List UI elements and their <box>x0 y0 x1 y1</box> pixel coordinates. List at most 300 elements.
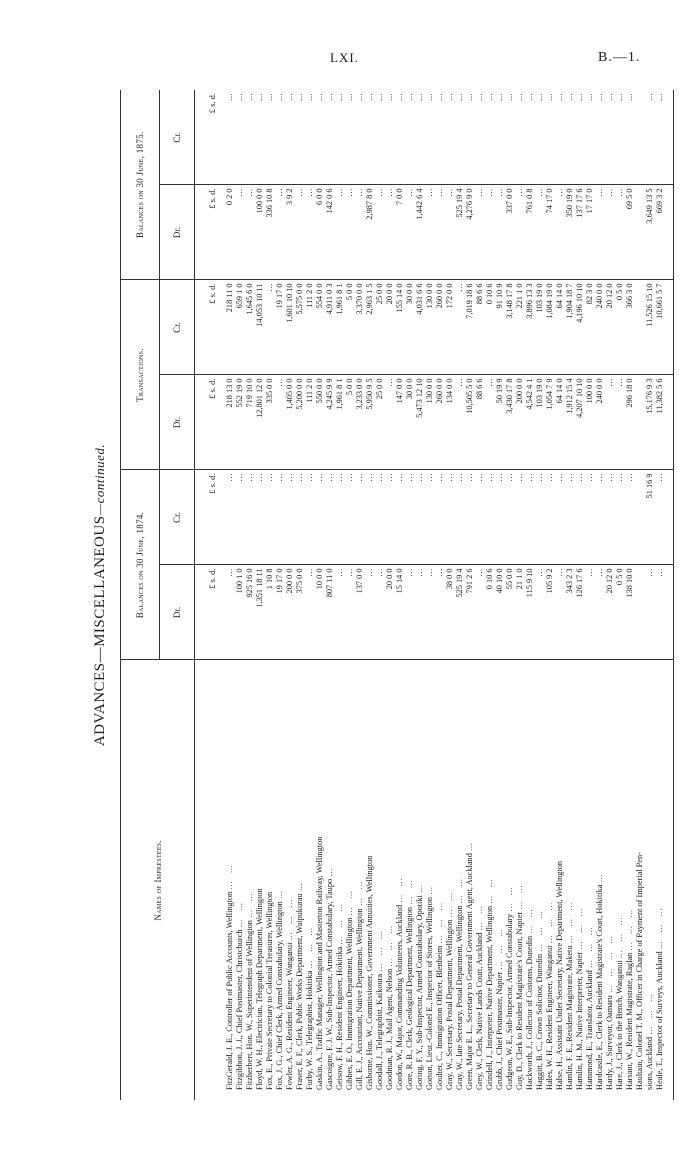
amount-cell-b75cr: … <box>225 90 235 185</box>
amount-cell-tdr: … <box>605 375 615 470</box>
imprestee-name-cell <box>635 660 645 1100</box>
units-label: £ s. d. <box>195 280 218 375</box>
table-row <box>525 90 535 1100</box>
amount-cell-tdr: 240 0 0 <box>595 375 605 470</box>
amount-cell-tdr: … <box>615 375 625 470</box>
table-row <box>635 90 645 1100</box>
amount-cell-tcr: 4,911 0 3 <box>325 280 335 375</box>
amount-cell-tcr: 240 0 0 <box>595 280 605 375</box>
amount-cell-b75dr: 669 3 2 <box>655 185 665 280</box>
imprestee-name-cell <box>625 660 635 1100</box>
amount-cell-b74cr: … <box>225 470 235 565</box>
imprestee-name-cell <box>435 660 445 1100</box>
amount-cell-b74cr: … <box>585 470 595 565</box>
imprestee-name: Gisborne, Hon. W., Commissioner, Government Annuities, Wellington <box>365 855 374 1090</box>
amount-cell-b75dr: … <box>235 185 245 280</box>
imprestee-name-cell <box>225 660 235 1100</box>
imprestee-name-cell <box>325 660 335 1100</box>
amount-cell-b75dr: 336 10 8 <box>265 185 275 280</box>
amount-cell-b75dr: 142 0 6 <box>325 185 335 280</box>
imprestee-name: Hammond, E., Translator, Auckland <box>585 970 594 1090</box>
amount-cell-b75cr: … <box>325 90 335 185</box>
amount-cell-b74dr: … <box>645 565 655 660</box>
imprestee-name-cell <box>505 660 515 1100</box>
imprestee-name-cell <box>355 660 365 1100</box>
leader-dots: … … <box>525 906 534 934</box>
amount-cell-b74dr: 21 1 0 <box>515 565 525 660</box>
amount-cell-b74cr: … <box>265 470 275 565</box>
amount-cell-b75cr: … <box>425 90 435 185</box>
amount-cell-b75dr: … <box>615 185 625 280</box>
amount-cell-tdr: 552 19 0 <box>235 375 245 470</box>
amount-cell-b75dr <box>635 185 645 280</box>
units-spacer <box>195 660 218 1100</box>
amount-cell-b75dr: 3 9 2 <box>285 185 295 280</box>
amount-cell-b75cr: … <box>235 90 245 185</box>
amount-cell-b74dr: 38 0 0 <box>445 565 455 660</box>
amount-cell-b75cr: … <box>565 90 575 185</box>
title-main: ADVANCES—MISCELLANEOUS <box>92 515 108 747</box>
amount-cell-b74cr: … <box>395 470 405 565</box>
amount-cell-b75cr: … <box>405 90 415 185</box>
amount-cell-b75dr: 1,442 6 4 <box>415 185 425 280</box>
amount-cell-tcr: 1,961 8 1 <box>335 280 345 375</box>
imprestee-name: Fraser, E. F., Clerk, Public Works Department, Waipukurau <box>295 893 304 1090</box>
imprestee-name-cell <box>495 660 505 1100</box>
amount-cell-tcr: 155 14 0 <box>395 280 405 375</box>
table-row <box>305 90 315 1100</box>
imprestee-name-cell <box>365 660 375 1100</box>
amount-cell-tcr: 20 0 0 <box>385 280 395 375</box>
table-row <box>295 90 305 1100</box>
amount-cell-b75cr: … <box>345 90 355 185</box>
amount-cell-tcr: 20 12 0 <box>605 280 615 375</box>
amount-cell-b75cr: … <box>595 90 605 185</box>
table-row <box>355 90 365 1100</box>
amount-cell-b75cr: … <box>315 90 325 185</box>
header-cr: Cr. <box>160 90 195 185</box>
document-reference: B.—1. <box>598 50 641 65</box>
amount-cell-tdr: 218 13 0 <box>225 375 235 470</box>
amount-cell-b75dr: … <box>555 185 565 280</box>
leader-dots: … … <box>455 875 464 904</box>
imprestee-name-cell <box>445 660 455 1100</box>
amount-cell-tdr: 335 0 0 <box>265 375 275 470</box>
amount-cell-b75dr: … <box>435 185 445 280</box>
table-row <box>265 90 275 1100</box>
amount-cell-tdr: 4,245 9 9 <box>325 375 335 470</box>
amount-cell-tcr: 103 19 0 <box>535 280 545 375</box>
header-balances-1875: Balances on 30 June, 1875. <box>121 90 160 280</box>
amount-cell-b74dr: … <box>345 565 355 660</box>
imprestee-name-cell <box>375 660 385 1100</box>
amount-cell-tdr: … <box>385 375 395 470</box>
amount-cell-tdr: 1,405 0 0 <box>285 375 295 470</box>
amount-cell-b74dr: … <box>585 565 595 660</box>
imprestee-name: Gaskin, A., Traffic Manager, Wellington and Masterton Railway, Wellington <box>315 836 324 1090</box>
amount-cell-b75dr: … <box>305 185 315 280</box>
imprestee-name: Goulter, C., Immigration Officer, Blenheim <box>435 945 444 1090</box>
amount-cell-b75cr: … <box>295 90 305 185</box>
imprestee-name: Goring, F. Y., Sub-Inspector, Armed Constabulary, Opotiki <box>415 895 424 1090</box>
amount-cell-b75dr: 337 0 0 <box>505 185 515 280</box>
table-row <box>335 90 345 1100</box>
imprestee-name: Fox, E., Private Secretary to Colonial Treasurer, Wellington <box>265 891 274 1090</box>
amount-cell-b74cr: … <box>385 470 395 565</box>
leader-dots: … … … <box>335 900 344 945</box>
header-cr: Cr. <box>160 280 195 375</box>
amount-cell-b75cr: … <box>265 90 275 185</box>
amount-cell-tdr: 25 0 0 <box>375 375 385 470</box>
amount-cell-tcr: 82 3 0 <box>585 280 595 375</box>
amount-cell-b75dr: … <box>245 185 255 280</box>
amount-cell-b75cr: … <box>255 90 265 185</box>
imprestee-name: Hamlin, H. M., Native Interpreter, Napier <box>575 951 584 1090</box>
leader-dots: … … … <box>385 922 394 967</box>
imprestee-name: Gorton, Lieut.-Colonel E., Inspector of Stores, Wellington <box>425 897 434 1090</box>
amount-cell-b74dr: … <box>655 565 665 660</box>
amount-cell-b75cr: … <box>625 90 635 185</box>
amount-cell-tcr: 11,526 15 10 <box>645 280 655 375</box>
table-row <box>655 90 665 1100</box>
units-label: £ s. d. <box>195 185 218 280</box>
amount-cell-b75dr: … <box>375 185 385 280</box>
amount-cell-b74cr: … <box>625 470 635 565</box>
imprestee-name-cell <box>645 660 655 1100</box>
amount-cell-tcr: 88 6 6 <box>475 280 485 375</box>
imprestee-name: Harsant, W., Resident Magistrate, Raglan <box>625 952 634 1090</box>
amount-cell-b75cr <box>635 90 645 185</box>
amount-cell-b74cr: … <box>505 470 515 565</box>
amount-cell-tdr: 550 0 0 <box>315 375 325 470</box>
amount-cell-tcr: … <box>265 280 275 375</box>
table-row <box>505 90 515 1100</box>
imprestee-name: Haultain, Colonel T. M., Officer in Charge of Payment of Imperial Pen- <box>635 852 644 1090</box>
amount-cell-tcr: 7,019 18 6 <box>465 280 475 375</box>
amount-cell-b75cr: … <box>535 90 545 185</box>
amount-cell-tcr: 5 0 0 <box>345 280 355 375</box>
amount-cell-b74dr: 1 10 8 <box>265 565 275 660</box>
rotated-ledger <box>80 90 680 1100</box>
amount-cell-b74dr: 200 0 0 <box>285 565 295 660</box>
imprestee-name: Hales, W. H., Resident Engineer, Wanganui <box>545 945 554 1090</box>
amount-cell-tdr: … <box>455 375 465 470</box>
imprestee-name: Hardcastle, E., Clerk to Resident Magistrate's Court, Hokitika <box>595 884 604 1090</box>
amount-cell-tcr: 130 0 0 <box>425 280 435 375</box>
units-label: £ s. d. <box>195 375 218 470</box>
amount-cell-b74dr: 138 10 0 <box>625 565 635 660</box>
amount-cell-b74cr: … <box>615 470 625 565</box>
imprestee-name: Hare, J., Clerk to the Bench, Wanganui <box>615 960 624 1090</box>
units-label: £ s. d. <box>195 90 218 185</box>
amount-cell-b75dr: … <box>355 185 365 280</box>
imprestee-name-cell <box>485 660 495 1100</box>
imprestee-name-cell <box>295 660 305 1100</box>
imprestee-name: Haggitt, B. C., Crown Solicitor, Dunedin <box>535 953 544 1090</box>
table-body <box>225 90 665 1100</box>
table-row <box>495 90 505 1100</box>
amount-cell-tdr: 103 19 0 <box>535 375 545 470</box>
amount-cell-b74dr: … <box>405 565 415 660</box>
amount-cell-b74dr: 115 9 10 <box>525 565 535 660</box>
amount-cell-tdr: 3,233 0 0 <box>355 375 365 470</box>
amount-cell-b74cr: … <box>245 470 255 565</box>
table-row <box>565 90 575 1100</box>
header-names: Names of Imprestees. <box>121 660 195 1100</box>
amount-cell-b74cr: … <box>485 470 495 565</box>
imprestee-name-cell <box>245 660 255 1100</box>
amount-cell-b74dr: 1,351 18 11 <box>255 565 265 660</box>
table-row <box>475 90 485 1100</box>
amount-cell-tcr: 1,084 19 0 <box>545 280 555 375</box>
leader-dots: … … … <box>435 899 444 944</box>
amount-cell-tdr: 64 14 0 <box>555 375 565 470</box>
table-row <box>285 90 295 1100</box>
amount-cell-tcr: 5,575 0 0 <box>295 280 305 375</box>
table-row <box>625 90 635 1100</box>
leader-dots: … … … <box>565 899 574 944</box>
leader-dots: … <box>275 887 284 900</box>
leader-dots: … … … <box>305 924 314 969</box>
amount-cell-b75cr: … <box>575 90 585 185</box>
amount-cell-b75cr: … <box>245 90 255 185</box>
header-dr: Dr. <box>160 565 195 660</box>
amount-cell-tcr: 1,645 6 0 <box>245 280 255 375</box>
amount-cell-tdr: 5,200 0 0 <box>295 375 305 470</box>
amount-cell-b75dr: … <box>425 185 435 280</box>
imprestee-name: Gibbes, E. O., Immigration Department, Wellington <box>345 917 354 1090</box>
amount-cell-b75cr: … <box>655 90 665 185</box>
imprestee-name-cell <box>455 660 465 1100</box>
amount-cell-tdr: 15,176 9 3 <box>645 375 655 470</box>
imprestee-name-cell <box>275 660 285 1100</box>
table-row <box>445 90 455 1100</box>
amount-cell-b74dr: … <box>425 565 435 660</box>
leader-dots: … … <box>225 861 234 890</box>
page-title <box>80 90 120 1100</box>
imprestee-name-cell <box>405 660 415 1100</box>
amount-cell-b74dr: 0 5 0 <box>615 565 625 660</box>
amount-cell-tdr: … <box>485 375 495 470</box>
table-row <box>255 90 265 1100</box>
amount-cell-b74cr: … <box>575 470 585 565</box>
amount-cell-b75cr: … <box>435 90 445 185</box>
header-transactions: Transactions. <box>121 280 160 470</box>
imprestee-name-cell <box>525 660 535 1100</box>
amount-cell-b74cr: … <box>425 470 435 565</box>
amount-cell-b74dr: … <box>595 565 605 660</box>
amount-cell-b74cr: … <box>555 470 565 565</box>
imprestee-name: Geisow, F. H., Resident Engineer, Hokitika <box>335 946 344 1090</box>
amount-cell-b75dr: 17 17 0 <box>585 185 595 280</box>
leader-dots: … … … <box>615 914 624 959</box>
amount-cell-b74dr: 807 11 0 <box>325 565 335 660</box>
table-row <box>545 90 555 1100</box>
imprestee-name: Gudgeon, W. E., Sub-Inspector, Armed Constabulary <box>505 913 514 1090</box>
amount-cell-b75cr: … <box>555 90 565 185</box>
amount-cell-b74dr: … <box>415 565 425 660</box>
amount-cell-tcr: 659 1 0 <box>235 280 245 375</box>
leader-dots: … <box>465 839 474 852</box>
amount-cell-b75dr: … <box>605 185 615 280</box>
amount-cell-tcr: 0 5 0 <box>615 280 625 375</box>
amount-cell-b74cr: … <box>325 470 335 565</box>
amount-cell-tdr: 5,473 12 10 <box>415 375 425 470</box>
table-row <box>375 90 385 1100</box>
amount-cell-tdr: 30 0 0 <box>405 375 415 470</box>
amount-cell-b74cr: … <box>255 470 265 565</box>
amount-cell-b75dr: … <box>445 185 455 280</box>
amount-cell-tcr: 64 14 0 <box>555 280 565 375</box>
header-balances-1874: Balances on 30 June, 1874. <box>121 470 160 660</box>
leader-dots: … … <box>505 884 514 912</box>
amount-cell-tcr: 111 2 0 <box>305 280 315 375</box>
amount-cell-b75cr: … <box>545 90 555 185</box>
amount-cell-b74dr: 55 0 0 <box>505 565 515 660</box>
imprestee-name: Green, Major E. L., Secretary to General Government Agent, Auckland <box>465 853 474 1090</box>
amount-cell-tdr: 50 19 9 <box>495 375 505 470</box>
leader-dots: … <box>595 871 604 883</box>
imprestee-name-cell <box>335 660 345 1100</box>
amount-cell-b75dr: 3,649 13 5 <box>645 185 655 280</box>
amount-cell-b74dr: … <box>555 565 565 660</box>
imprestee-name-cell <box>565 660 575 1100</box>
title-continued: —continued. <box>92 443 107 516</box>
amount-cell-tdr: 12,801 12 0 <box>255 375 265 470</box>
amount-cell-b75dr: … <box>535 185 545 280</box>
amount-cell-tdr <box>635 375 645 470</box>
imprestee-name: Fitzherbert, Hon. W., Superintendent of Wellington <box>245 920 254 1090</box>
amount-cell-b75dr: 525 19 4 <box>455 185 465 280</box>
amount-cell-b74cr: … <box>535 470 545 565</box>
amount-cell-tcr: 1,601 10 10 <box>285 280 295 375</box>
amount-cell-b75cr: … <box>445 90 455 185</box>
amount-cell-b74dr: 925 16 0 <box>245 565 255 660</box>
amount-cell-b74dr <box>635 565 645 660</box>
amount-cell-b74dr: 0 10 6 <box>485 565 495 660</box>
imprestee-name: Fowler, A. G., Resident Engineer, Wanganui <box>285 942 294 1090</box>
leader-dots: … … <box>355 878 364 907</box>
table-row <box>645 90 655 1100</box>
amount-cell-b75cr: … <box>515 90 525 185</box>
table-row <box>365 90 375 1100</box>
imprestee-name: Gascoigne, F. J. W., Sub-Inspector, Armed Constabulary, Taupo <box>325 878 334 1090</box>
amount-cell-b75dr: 69 5 0 <box>625 185 635 280</box>
imprestee-name: Halse, H., Assistant Under Secretary, Native Department, Wellington <box>555 860 564 1090</box>
amount-cell-tcr: 554 0 0 <box>315 280 325 375</box>
amount-cell-b74cr: … <box>545 470 555 565</box>
amount-cell-b74dr: 137 0 0 <box>355 565 365 660</box>
amount-cell-b75dr: 74 17 0 <box>545 185 555 280</box>
imprestee-name-cell <box>475 660 485 1100</box>
amount-cell-tdr: 100 0 0 <box>585 375 595 470</box>
leader-dots: … <box>295 879 304 892</box>
units-label: £ s. d. <box>195 470 218 565</box>
amount-cell-b75dr: … <box>295 185 305 280</box>
table-row <box>315 90 325 1100</box>
table-row <box>605 90 615 1100</box>
amount-cell-b74dr: … <box>365 565 375 660</box>
table-row <box>345 90 355 1100</box>
leader-dots: … … <box>515 882 524 910</box>
imprestee-name: Gore, R. B., Clerk, Geological Department, Wellington <box>405 906 414 1090</box>
amount-cell-b74cr: … <box>405 470 415 565</box>
amount-cell-b74dr: 10 0 0 <box>315 565 325 660</box>
amount-cell-b75cr: … <box>335 90 345 185</box>
imprestee-name-cell <box>385 660 395 1100</box>
imprestee-name-cell <box>595 660 605 1100</box>
amount-cell-b74dr: 375 0 0 <box>295 565 305 660</box>
amount-cell-b75dr: … <box>385 185 395 280</box>
amount-cell-b74cr: … <box>445 470 455 565</box>
imprestee-name: Grindell, J., Interpreter, Native Department, Wellington <box>485 905 494 1090</box>
imprestee-name: Furby, W. S., Telegraphist, Hokitika <box>305 970 314 1090</box>
imprestee-name: Hamlin, F. E., Resident Magistrate, Maketu <box>565 945 574 1090</box>
amount-cell-b75cr: … <box>415 90 425 185</box>
leader-dots: … … <box>235 899 244 928</box>
imprestee-name-cell <box>415 660 425 1100</box>
imprestee-name: Goodall, J., Telegraphist, Kaikoura <box>375 973 384 1090</box>
imprestee-name-cell <box>575 660 585 1100</box>
imprestee-name-cell <box>395 660 405 1100</box>
amount-cell-tcr: 30 0 0 <box>405 280 415 375</box>
imprestee-name-cell <box>515 660 525 1100</box>
table-row <box>245 90 255 1100</box>
amount-cell-b74cr: … <box>595 470 605 565</box>
amount-cell-tdr: 4,207 10 10 <box>575 375 585 470</box>
imprestee-name-cell <box>265 660 275 1100</box>
amount-cell-b74cr: … <box>235 470 245 565</box>
amount-cell-b75dr: … <box>475 185 485 280</box>
imprestee-name: Floyd, W. H., Electrician, Telegraph Department, Wellington <box>255 888 264 1090</box>
table-row <box>585 90 595 1100</box>
amount-cell-tcr: 366 3 0 <box>625 280 635 375</box>
amount-cell-b74dr: 40 10 0 <box>495 565 505 660</box>
imprestee-name: Gill, E. J., Accountant, Native Department, Wellington <box>355 908 364 1090</box>
amount-cell-tcr: 3,896 13 3 <box>525 280 535 375</box>
amount-cell-b75cr: … <box>285 90 295 185</box>
amount-cell-b74dr: 525 19 4 <box>455 565 465 660</box>
table-row <box>535 90 545 1100</box>
amount-cell-tdr: 5,950 9 5 <box>365 375 375 470</box>
imprestee-name: Gordon, W., Major, Commanding Volunteers, Auckland <box>395 904 404 1090</box>
imprestee-name-cell <box>305 660 315 1100</box>
amount-cell-tcr: 3,148 17 8 <box>505 280 515 375</box>
leader-dots: … … <box>405 877 414 905</box>
imprestee-name-cell <box>605 660 615 1100</box>
amount-cell-b75cr: … <box>305 90 315 185</box>
imprestee-name-cell <box>235 660 245 1100</box>
amount-cell-tcr: 91 10 9 <box>495 280 505 375</box>
amount-cell-b75dr: … <box>345 185 355 280</box>
leader-dots: … <box>425 883 434 895</box>
leader-dots: … … … <box>545 899 554 944</box>
amount-cell-b75cr: … <box>395 90 405 185</box>
leader-dots: … … <box>445 889 454 918</box>
amount-cell-tcr: 19 17 0 <box>275 280 285 375</box>
amount-cell-b74dr: 20 0 0 <box>385 565 395 660</box>
amount-cell-b74dr: … <box>535 565 545 660</box>
amount-cell-b74cr: … <box>285 470 295 565</box>
table-row <box>455 90 465 1100</box>
imprestee-name: FitzGerald, J. E., Controller of Public Accounts, Wellington <box>225 891 234 1090</box>
amount-cell-tcr <box>635 280 645 375</box>
amount-cell-b75cr: … <box>525 90 535 185</box>
table-row <box>425 90 435 1100</box>
amount-cell-b75cr: … <box>275 90 285 185</box>
leader-dots: … <box>325 865 334 877</box>
amount-cell-tdr: 11,382 5 6 <box>655 375 665 470</box>
